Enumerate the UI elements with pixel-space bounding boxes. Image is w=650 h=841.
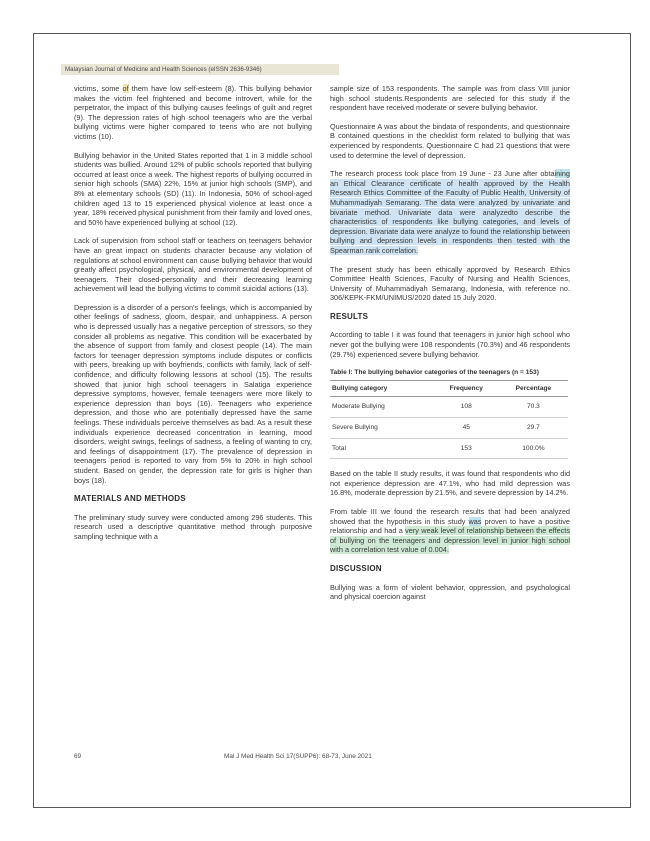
text-run: victims, some xyxy=(74,84,123,93)
section-heading-methods: MATERIALS AND METHODS xyxy=(74,494,186,504)
section-heading-discussion: DISCUSSION xyxy=(330,563,382,573)
paragraph: Bullying behavior in the United States reported that 1 in 3 middle school students was bullied. Around 12% of public schools reported that bullying occurred at least once a week. The highest reports of bullying occurred in senior high schools (SMA) 22%, 15% at junior high schools (SMP), and 8% at elementary schools (SD) (11). In Indonesia, 50% of school-aged children aged 13 to 15 experienced physical violence at least once a year, 18% received physical punishment from their family and loved ones, and 50% have experienced bullying at school (12). xyxy=(74,150,312,227)
highlight: very weak level of relationship between the effects of bullying on the teenagers and depression level in junior high school with a correlation test value of 0.004. xyxy=(330,526,570,555)
text-run: proven to have a positive relationship and had a xyxy=(330,516,570,536)
table-cell: Total xyxy=(330,438,434,459)
running-title: Malaysian Journal of Medicine and Health Sciences (eISSN 2636-9346) xyxy=(65,66,262,73)
text-run: them have low self-esteem (8). This bullying behavior makes the victim feel frightened and become introvert, while for the perpetrator, the impact of this bullying causes feelings of guilt and regret (9). The depression rates of high school teenagers who are the verbal bullying victims were higher compared to teens who are not bullying victims (10). xyxy=(74,84,313,141)
journal-citation: Mal J Med Health Sci 17(SUPP6): 68-73, June 2021 xyxy=(224,753,372,760)
text-run: The research process took place from 19 June - 23 June after obta xyxy=(330,169,555,179)
paragraph: Depression is a disorder of a person's feelings, which is accompanied by other feelings of sadness, gloom, despair, and unhappiness. A person who is depressed usually has a negative perception of stressors, so they consider all problems as negative. This condition will be exacerbated by the absence of support from family and closest people (14). The main factors for teenager depression symptoms include disputes or conflicts with peers, breaking up with boyfriends, conflicts with family, lack of self-confidence, and difficulty following lessons at school (15). The results showed that junior high school teenagers in Salatiga experience depressive symptoms, however, female teenagers were more likely to experience depression than boys (16). Teenagers who experience depression, and those who are potentially depressed have the same feelings. These individuals perceive themselves as bad. As a result these individuals experience decreased concentration in learning, mood disorders, weight swings, feelings of sadness, a feeling of wanting to cry, and feelings of disappointment (17). The prevalence of depression in teenagers period is reported to vary from 5% to 20% in high school student. Based on gender, the depression rate for girls is higher than boys (18). xyxy=(74,302,312,485)
text-run: From table III we found the research results that had been analyzed showed that the hypothesis in this study xyxy=(330,507,570,526)
paragraph xyxy=(330,507,570,555)
right-column xyxy=(330,84,570,611)
paragraph: According to table I it was found that teenagers in junior high school who never got the bullying were 108 respondents (70.3%) and 46 respondents (29.7%) experienced severe bullying behavior. xyxy=(330,330,570,359)
table-header: Bullying category xyxy=(330,380,434,397)
page-number: 69 xyxy=(74,753,82,760)
paragraph: The preliminary study survey were conducted among 296 students. This research used a descriptive quantitative method through purposive sampling technique with a xyxy=(74,512,312,541)
paragraph: The present study has been ethically approved by Research Ethics Committee Health Sciences, Faculty of Nursing and Health Sciences, University of Muhammadiyah Semarang, Indonesia, with reference no. 306/KEPK-FKM/UNIMUS/2020 dated 15 July 2020. xyxy=(330,264,570,303)
table-cell: 153 xyxy=(434,438,499,459)
table-cell: 45 xyxy=(434,418,499,439)
highlight: an Ethical Clearance certificate of health approved by the Health Research Ethics Committee of the Faculty of Public Health, University of Muhammadiyah Semarang. The data were analyzed by univariate and bivariate method. Univariate data were analyzedto describe the characteristics of respondents like bullying categories, and levels of depression. Bivariate data were analyze to found the relationship between bullying and depression levels in respondents then tested with the Spearman rank correlation. xyxy=(330,178,570,255)
left-column xyxy=(74,84,312,551)
table-cell: 108 xyxy=(434,397,499,418)
table-header: Frequency xyxy=(434,380,499,397)
table-header: Percentage xyxy=(499,380,568,397)
section-heading-results: RESULTS xyxy=(330,311,369,321)
paragraph: Based on the table II study results, it was found that respondents who did not experience depression are 47.1%, who had mild depression was 16.8%, moderate depression by 21.5%, and severe depression by 14.2%. xyxy=(330,469,570,498)
table-header-row xyxy=(330,380,568,397)
table-row xyxy=(330,397,568,418)
table-cell: 100.0% xyxy=(499,438,568,459)
paragraph: sample size of 153 respondents. The sample was from class VIII junior high school students.Respondents are selected for this study if the respondent have received moderate or severe bullying behavior. xyxy=(330,84,570,113)
highlight: of xyxy=(122,84,129,93)
bullying-table xyxy=(330,380,568,459)
table-row xyxy=(330,438,568,459)
paragraph: Bullying was a form of violent behavior, oppression, and psychological and physical coercion against xyxy=(330,582,570,602)
table-row xyxy=(330,418,568,439)
paragraph xyxy=(74,84,312,142)
highlight: was xyxy=(468,516,482,526)
table-cell: 70.3 xyxy=(499,397,568,418)
table-cell: Moderate Bullying xyxy=(330,397,434,418)
paragraph: Questionnaire A was about the bindata of respondents, and questionnaire B contained questions in the checklist form related to bullying that was experienced by respondents. Questionnaire C had 21 questions that were used to determine the level of depression. xyxy=(330,121,570,160)
paragraph xyxy=(330,169,570,255)
table-cell: 29.7 xyxy=(499,418,568,439)
paragraph: Lack of supervision from school staff or teachers on teenagers behavior have an great impact on students character because any violation of regulations at school environment can cause bullying behavior that would greatly affect psychological, physical, and environmental development of teenagers. Their closed-personality and their decreasing learning achievement will lead the bullying victims to commit suicidal actions (13). xyxy=(74,236,312,294)
table-caption: Table I: The bullying behavior categories of the teenagers (n = 153) xyxy=(330,369,539,377)
highlight: ining xyxy=(554,169,570,179)
table-cell: Severe Bullying xyxy=(330,418,434,439)
page-frame xyxy=(33,33,631,808)
running-header xyxy=(61,64,339,75)
